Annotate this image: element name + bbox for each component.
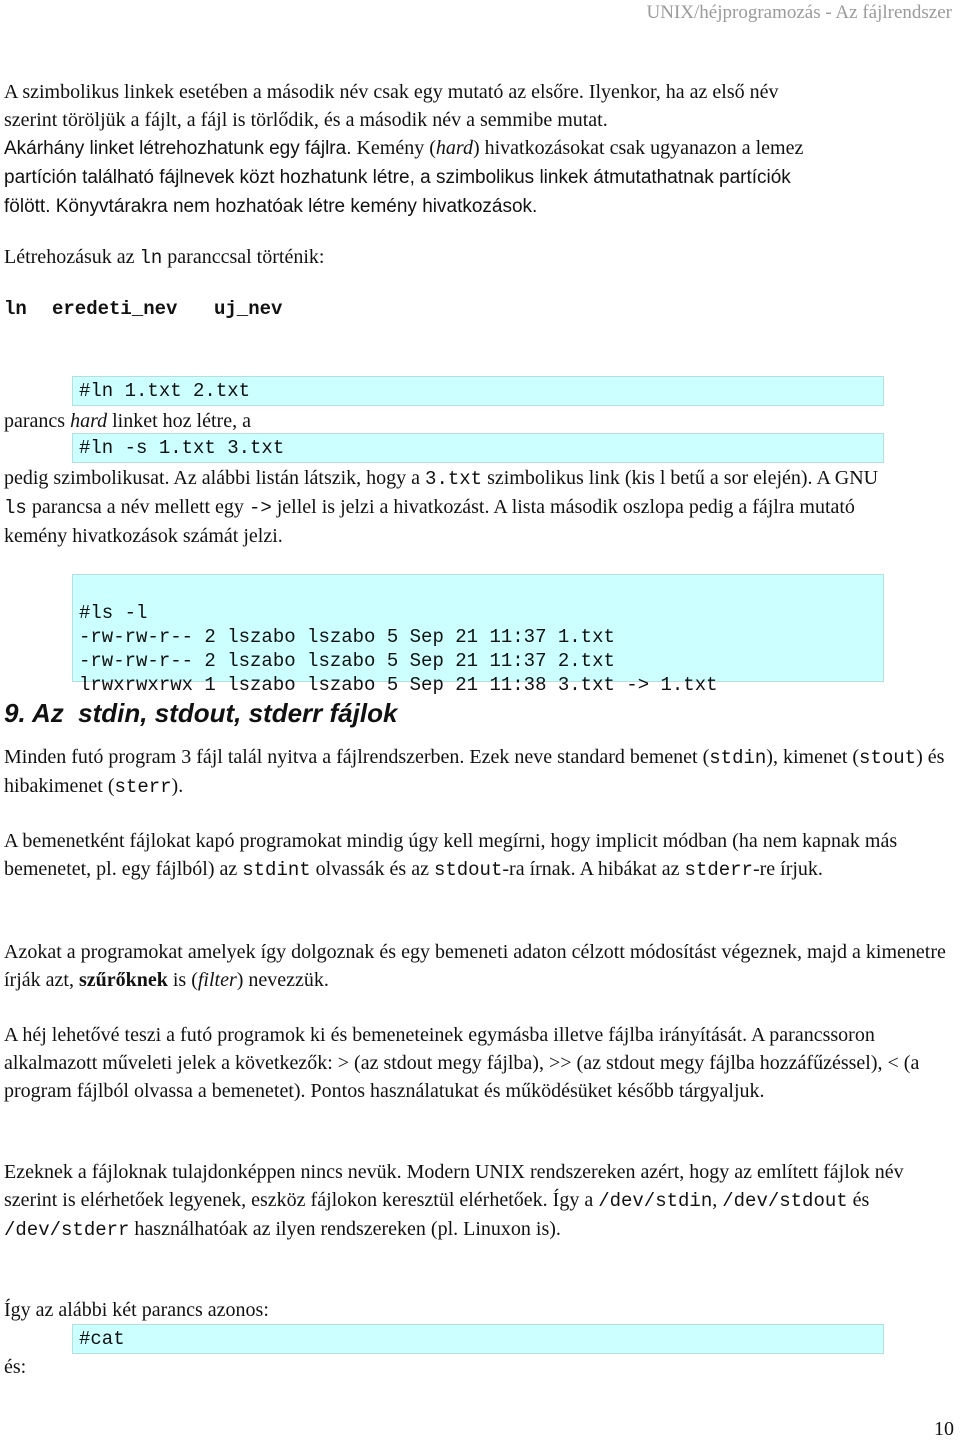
p1-e: ) és hibakimenet ( [4, 746, 945, 797]
p3-a: Azokat a programokat amelyek így dolgoznak és egy bemeneti adaton célzott módosítást végeznek, majd a kimenetre írják azt, [4, 941, 946, 991]
soft-d: ls [4, 497, 27, 519]
hard-em: hard [70, 410, 108, 432]
create-before: Létrehozásuk az [4, 246, 140, 268]
intro-line-3c: hard [435, 137, 473, 159]
p5-a: Ezeknek a fájloknak tulajdonképpen nincs nevük. Modern UNIX rendszereken azért, hogy az említett fájlok név szerint is elérhetőek legyenek, eszköz fájlokon keresztül elérhetőek. Így a [4, 1161, 904, 1211]
soft-a: pedig szimbolikusat. Az alábbi listán látszik, hogy a [4, 467, 426, 489]
create-code: ln [139, 247, 163, 269]
soft-c: szimbolikus link (kis l betű a sor elején). A GNU [482, 467, 879, 489]
code-example-ln-s: #ln -s 1.txt 3.txt [72, 433, 884, 463]
paragraph-std-files [4, 743, 954, 801]
syntax-cmd: ln [4, 298, 27, 320]
listing-line: lrwxrwxrwx 1 lszabo lszabo 5 Sep 21 11:38 3.txt -> 1.txt [79, 674, 718, 696]
listing-line: #ls -l [79, 602, 148, 624]
soft-f: -> [248, 497, 272, 519]
p2-e: -ra írnak. A hibákat az [502, 858, 685, 880]
paragraph-device-files [4, 1158, 954, 1244]
p3-d: filter [197, 969, 237, 991]
page-header: UNIX/héjprogramozás - Az fájlrendszer [646, 2, 952, 23]
p5-g: használhatóak az ilyen rendszereken (pl. Linuxon is). [129, 1218, 561, 1240]
p1-c: ), kimenet ( [766, 746, 860, 768]
hard-before: parancs [4, 410, 71, 432]
p1-a: Minden futó program 3 fájl talál nyitva a fájlrendszerben. Ezek neve standard bemenet ( [4, 746, 710, 768]
p5-d: /dev/stdout [722, 1190, 848, 1212]
soft-g: jellel is jelzi a hivatkozást. A lista második oszlopa pedig a fájlra mutató kemény hivatkozások számát jelzi. [4, 496, 855, 547]
soft-b: 3.txt [425, 468, 483, 490]
soft-link-paragraph [4, 464, 894, 550]
p5-b: /dev/stdin [598, 1190, 713, 1212]
intro-line-4: partíción található fájlnevek közt hozhatunk létre, a szimbolikus linkek átmutathatnak partíciók [4, 167, 791, 188]
code-example-ln: #ln 1.txt 2.txt [72, 376, 884, 406]
code-example-cat: #cat [72, 1324, 884, 1354]
listing-line: -rw-rw-r-- 2 lszabo lszabo 5 Sep 21 11:37 2.txt [79, 650, 615, 672]
p3-c: is ( [167, 969, 198, 991]
syntax-arg2: uj_nev [214, 298, 283, 320]
intro-line-3b: Kemény ( [351, 137, 436, 159]
create-after: paranccsal történik: [162, 246, 325, 268]
p1-g: ). [171, 775, 184, 797]
es-label: és: [4, 1356, 27, 1378]
paragraph-input-programs [4, 827, 954, 884]
ls-listing [72, 574, 884, 696]
p2-b: stdint [242, 859, 311, 881]
p1-d: stout [859, 747, 917, 769]
p1-f: sterr [114, 776, 172, 798]
p2-g: -re írjuk. [752, 858, 823, 880]
soft-e: parancsa a név mellett egy [26, 496, 249, 518]
p2-f: stderr [684, 859, 753, 881]
paragraph-two-commands: Így az alábbi két parancs azonos: [4, 1299, 269, 1321]
intro-line-3a: Akárhány linket létrehozhatunk egy fájlra. [4, 138, 352, 159]
paragraph-filters [4, 938, 954, 994]
intro-line-2: szerint töröljük a fájlt, a fájl is törlődik, és a második név a semmibe mutat. [4, 109, 608, 131]
p2-c: olvassák és az [310, 858, 434, 880]
intro-paragraph [4, 78, 954, 221]
hard-after: linket hoz létre, a [107, 410, 251, 432]
hard-link-line [4, 407, 954, 435]
page-number: 10 [934, 1418, 954, 1440]
p5-f: /dev/stderr [4, 1219, 130, 1241]
section-heading: 9. Az stdin, stdout, stderr fájlok [4, 698, 398, 728]
intro-line-5: fölött. Könyvtárakra nem hozhatóak létre kemény hivatkozások. [4, 196, 538, 217]
syntax-arg1: eredeti_nev [52, 298, 178, 320]
paragraph-redirection: A héj lehetővé teszi a futó programok ki és bemeneteinek egymásba illetve fájlba irányítását. A parancssoron alkalmazott műveleti jelek a következők: > (az stdout megy fájlba), >> (az stdout megy fájlba hozzáfűzéssel), < (a program fájlból olvassa a bemenetet). Pontos használatukat és működésüket később tárgyaljuk. [4, 1024, 920, 1102]
listing-line: -rw-rw-r-- 2 lszabo lszabo 5 Sep 21 11:37 1.txt [79, 626, 615, 648]
p1-b: stdin [709, 747, 767, 769]
intro-line-3d: ) hivatkozásokat csak ugyanazon a lemez [472, 137, 804, 159]
create-paragraph [4, 243, 954, 272]
intro-line-1: A szimbolikus linkek esetében a második név csak egy mutató az elsőre. Ilyenkor, ha az első név [4, 81, 779, 103]
p5-e: és [847, 1189, 870, 1211]
p2-d: stdout [433, 859, 503, 881]
p2-a: A bemenetként fájlokat kapó programokat mindig úgy kell megírni, hogy implicit módban (ha nem kapnak más bemenetet, pl. egy fájlból) az [4, 830, 898, 880]
p3-e: ) nevezzük. [236, 969, 329, 991]
p3-b: szűrőknek [78, 969, 168, 991]
p5-c: , [712, 1189, 723, 1211]
